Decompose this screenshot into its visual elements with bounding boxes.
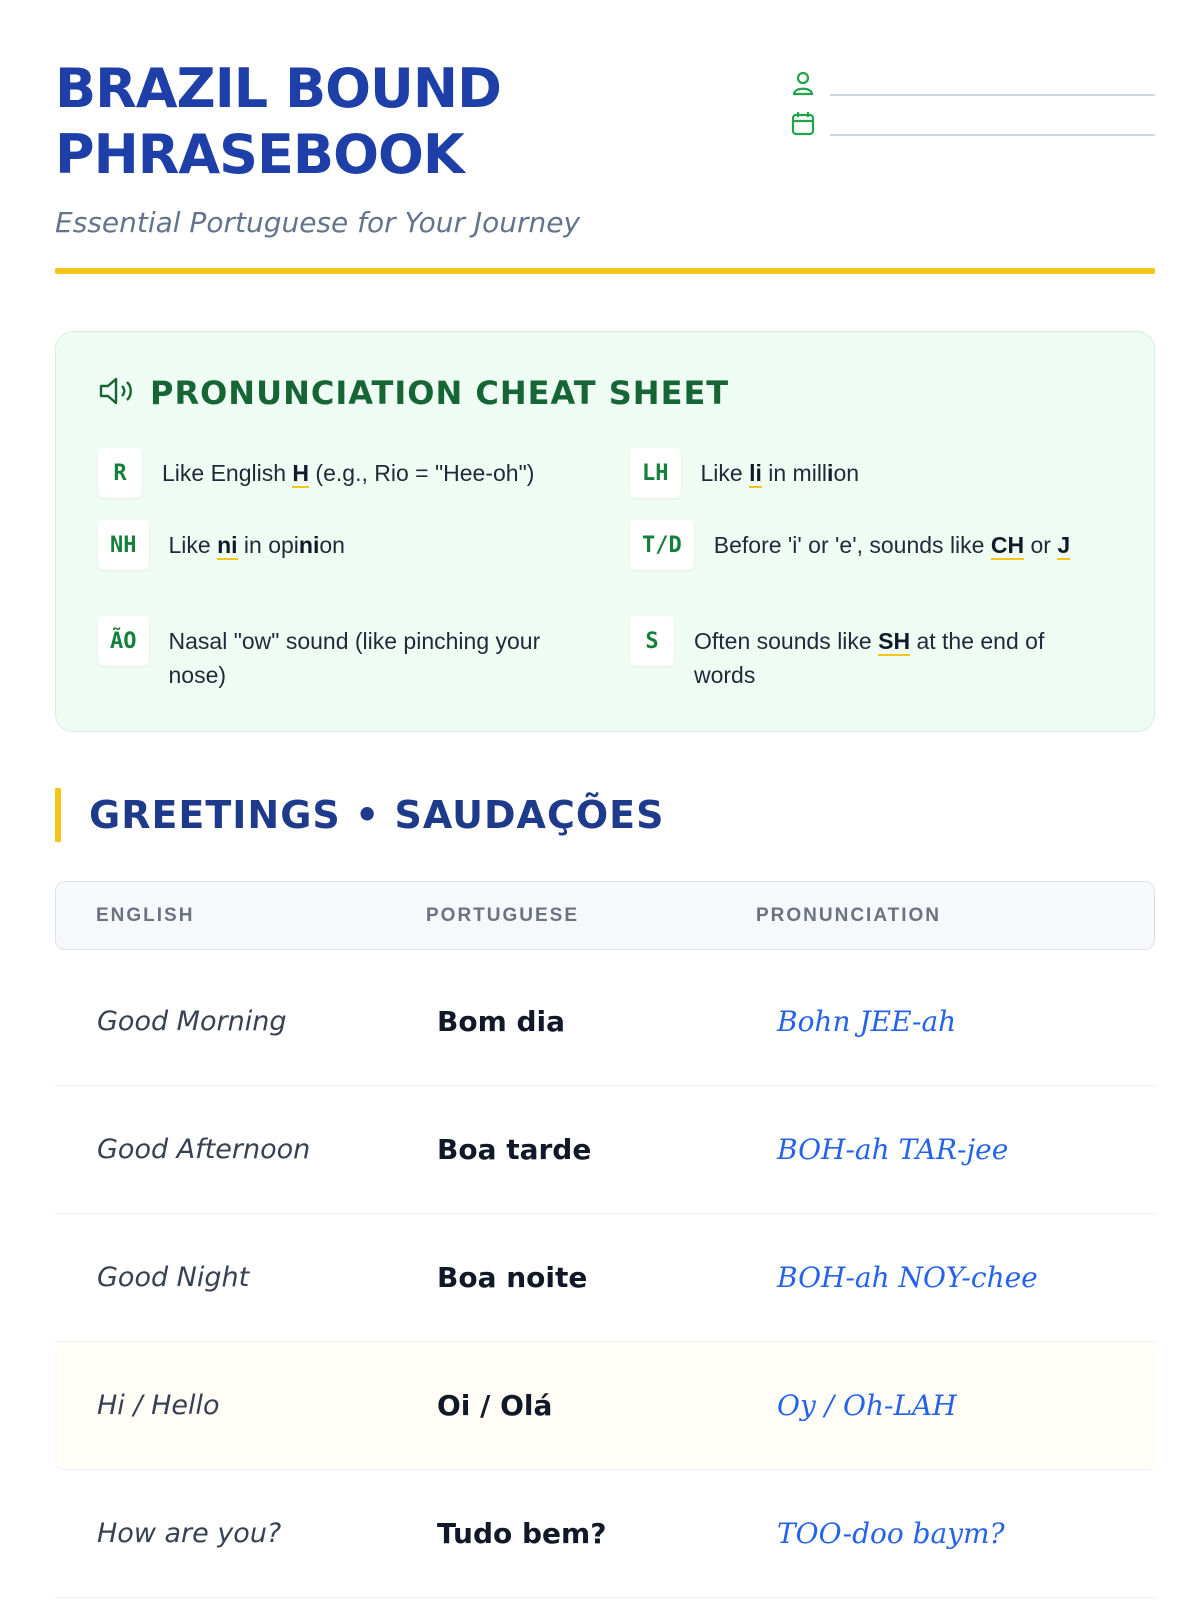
name-field[interactable] <box>790 56 1155 96</box>
cheat-sheet-title: PRONUNCIATION CHEAT SHEET <box>150 374 730 412</box>
user-icon <box>790 70 816 96</box>
table-row <box>55 1214 1155 1342</box>
section-accent-bar <box>55 788 61 842</box>
title-line-2: PHRASEBOOK <box>55 123 464 186</box>
column-header-portuguese: PORTUGUESE <box>426 905 580 926</box>
rule-item-nh <box>98 520 618 570</box>
rule-badge: T/D <box>630 520 694 570</box>
pronunciation-cell: BOH-ah NOY-chee <box>777 1261 1038 1294</box>
rule-item-lh <box>630 448 1130 498</box>
pronunciation-cell: TOO-doo baym? <box>777 1517 1005 1550</box>
cheat-sheet-heading <box>98 374 729 412</box>
date-line[interactable] <box>830 106 1155 136</box>
table-row <box>55 1470 1155 1598</box>
rule-badge: S <box>630 616 674 666</box>
rule-text: Before 'i' or 'e', sounds like CH or J <box>713 532 1071 558</box>
pronunciation-cheat-sheet <box>55 331 1155 732</box>
column-header-pronunciation: PRONUNCIATION <box>756 905 942 926</box>
rule-badge: NH <box>98 520 149 570</box>
page-subtitle: Essential Portuguese for Your Journey <box>55 206 581 239</box>
english-cell: Good Morning <box>97 1006 287 1037</box>
table-row <box>55 1342 1155 1470</box>
rule-item-td <box>630 520 1130 570</box>
section-title: GREETINGS • SAUDAÇÕES <box>89 793 665 837</box>
name-line[interactable] <box>830 66 1155 96</box>
table-row <box>55 958 1155 1086</box>
rule-badge: LH <box>630 448 681 498</box>
portuguese-cell: Oi / Olá <box>437 1389 553 1422</box>
name-date-fields <box>790 56 1155 136</box>
title-line-1: BRAZIL BOUND <box>55 57 501 120</box>
column-header-english: ENGLISH <box>96 905 195 926</box>
portuguese-cell: Boa tarde <box>437 1133 592 1166</box>
rule-item-ao <box>98 616 618 692</box>
header-divider <box>55 268 1155 274</box>
english-cell: Good Night <box>97 1262 250 1293</box>
english-cell: Good Afternoon <box>97 1134 311 1165</box>
page-title <box>55 56 755 188</box>
english-cell: Hi / Hello <box>97 1390 220 1421</box>
date-field[interactable] <box>790 96 1155 136</box>
greetings-heading <box>55 788 664 842</box>
portuguese-cell: Tudo bem? <box>437 1517 607 1550</box>
english-cell: How are you? <box>97 1518 282 1549</box>
rule-text: Like li in million <box>700 460 860 486</box>
rule-item-s <box>630 616 1130 692</box>
table-row <box>55 1086 1155 1214</box>
rule-text: Like English H (e.g., Rio = "Hee-oh") <box>162 460 535 486</box>
pronunciation-cell: Oy / Oh-LAH <box>777 1389 957 1422</box>
speaker-icon <box>98 376 136 411</box>
calendar-icon <box>790 110 816 136</box>
portuguese-cell: Bom dia <box>437 1005 566 1038</box>
rule-text: Like ni in opinion <box>168 532 345 558</box>
rule-text: Often sounds like SH at the end of words <box>694 628 1045 688</box>
portuguese-cell: Boa noite <box>437 1261 588 1294</box>
rule-badge: R <box>98 448 142 498</box>
pronunciation-cell: BOH-ah TAR-jee <box>777 1133 1009 1166</box>
rule-item-r <box>98 448 618 498</box>
table-header <box>55 881 1155 950</box>
rule-badge: ÃO <box>98 616 149 666</box>
pronunciation-cell: Bohn JEE-ah <box>777 1005 957 1038</box>
rule-text: Nasal "ow" sound (like pinching your nose) <box>168 628 541 688</box>
